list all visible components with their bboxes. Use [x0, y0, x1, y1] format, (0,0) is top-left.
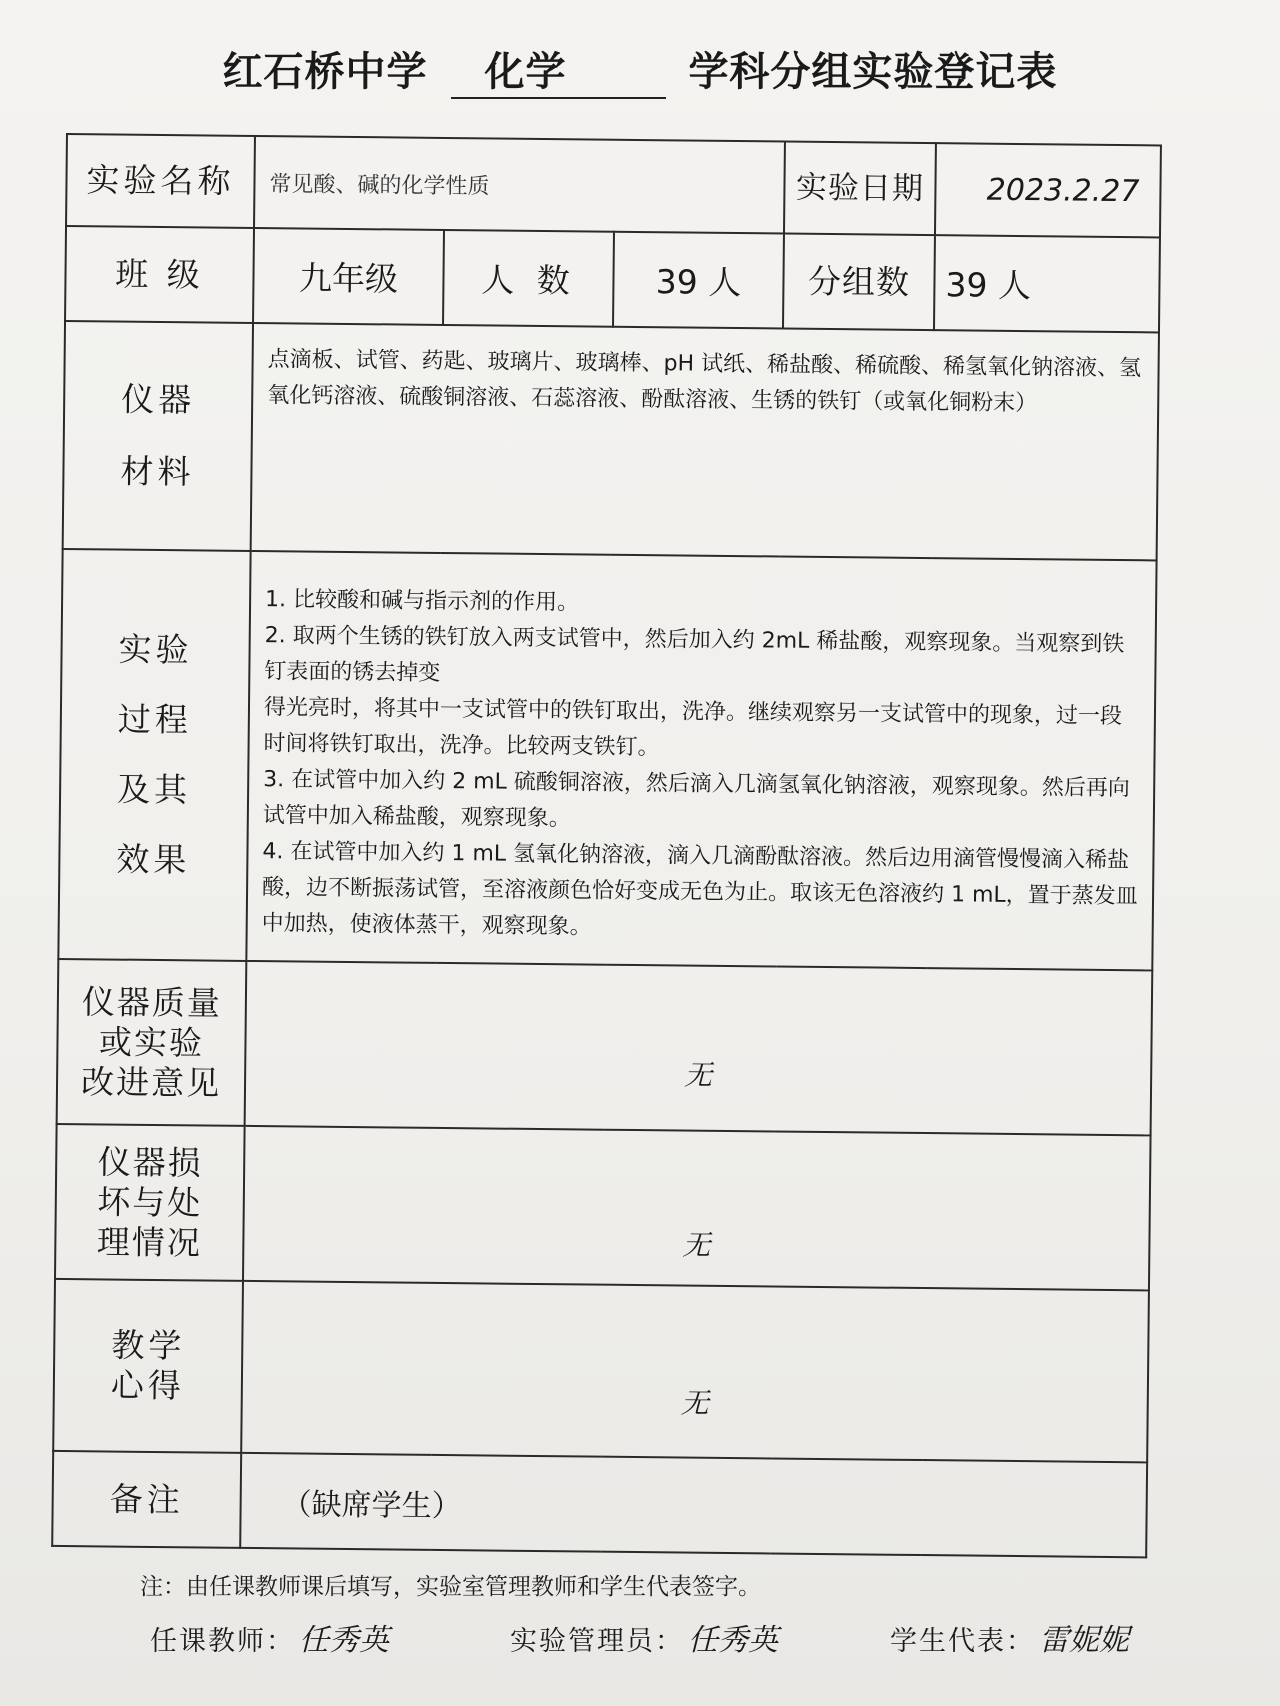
materials-label-line2: 材料	[120, 451, 195, 492]
row-quality	[57, 959, 1153, 1135]
signature-row	[150, 1615, 1150, 1659]
class-label: 班 级	[65, 226, 254, 323]
student-label: 学生代表：	[890, 1626, 1035, 1657]
process-step-1: 1. 比较酸和碱与指示剂的作用。	[264, 587, 580, 616]
teacher-label: 任课教师：	[150, 1626, 295, 1657]
process-label-line2: 过程	[117, 699, 193, 740]
experiment-date-label: 实验日期	[784, 142, 936, 236]
admin-signature: 任秀英	[688, 1623, 778, 1658]
count-value: 39 人	[613, 232, 784, 329]
form-title	[0, 40, 1280, 99]
process-step-3: 3. 在试管中加入约 2 mL 硫酸铜溶液，然后滴入几滴氢氧化钠溶液，观察现象。然后再向试管中加入稀盐酸，观察现象。	[262, 767, 1130, 832]
registration-table	[51, 133, 1162, 1558]
teaching-label-line2: 心得	[110, 1365, 186, 1406]
footer-note: 注：由任课教师课后填写，实验室管理教师和学生代表签字。	[140, 1574, 761, 1600]
damage-label-line1: 仪器损	[97, 1141, 203, 1182]
process-label-line4: 效果	[116, 839, 191, 880]
school-name: 红石桥中学	[222, 49, 428, 95]
process-label-line3: 及其	[116, 769, 192, 810]
teaching-label-line1: 教学	[111, 1325, 186, 1366]
damage-label	[55, 1124, 245, 1281]
row-materials	[63, 321, 1159, 560]
process-label-line1: 实验	[118, 629, 193, 670]
teacher-signature-group	[150, 1615, 510, 1659]
class-value: 九年级	[253, 228, 444, 325]
admin-label: 实验管理员：	[510, 1626, 684, 1657]
groups-value: 39 人	[934, 235, 1160, 332]
damage-value: 无	[243, 1126, 1151, 1290]
materials-label-line1: 仪器	[121, 379, 196, 420]
quality-label	[57, 959, 247, 1126]
count-label: 人 数	[443, 230, 614, 327]
experiment-date-value: 2023.2.27	[935, 143, 1161, 237]
process-step-2-cont: 得光亮时，将其中一支试管中的铁钉取出，洗净。继续观察另一支试管中的现象，过一段时间将铁钉取出，洗净。比较两支铁钉。	[263, 695, 1123, 761]
process-text	[246, 551, 1156, 970]
quality-value: 无	[245, 961, 1153, 1135]
process-step-4: 4. 在试管中加入约 1 mL 氢氧化钠溶液，滴入几滴酚酞溶液。然后边用滴管慢慢滴入稀盐酸，边不断振荡试管，至溶液颜色恰好变成无色为止。取该无色溶液约 1 mL，置于蒸发皿中加热，使液体蒸干，观察现象。	[261, 839, 1138, 940]
groups-label: 分组数	[783, 234, 935, 331]
row-experiment-name	[66, 134, 1161, 237]
quality-label-line3: 改进意见	[80, 1061, 222, 1103]
teaching-label	[53, 1279, 243, 1453]
materials-label	[63, 321, 253, 551]
form-title-text: 学科分组实验登记表	[688, 49, 1058, 95]
materials-text: 点滴板、试管、药匙、玻璃片、玻璃棒、pH 试纸、稀盐酸、稀硫酸、稀氢氧化钠溶液、氢氧化钙溶液、硫酸铜溶液、石蕊溶液、酚酞溶液、生锈的铁钉（或氧化铜粉末）	[251, 323, 1159, 560]
process-step-2: 2. 取两个生锈的铁钉放入两支试管中，然后加入约 2mL 稀盐酸，观察现象。当观察到铁钉表面的锈去掉变	[264, 623, 1125, 686]
admin-signature-group	[510, 1615, 890, 1659]
student-signature: 雷妮妮	[1039, 1623, 1129, 1658]
subject-field: 化学	[451, 40, 666, 99]
row-remarks	[52, 1451, 1147, 1557]
experiment-name-label: 实验名称	[66, 134, 255, 228]
remarks-label: 备注	[52, 1451, 241, 1548]
teaching-value: 无	[241, 1281, 1149, 1462]
row-teaching	[53, 1279, 1149, 1462]
student-signature-group	[890, 1615, 1129, 1659]
process-label	[58, 549, 250, 961]
remarks-value: （缺席学生）	[240, 1453, 1147, 1557]
quality-label-line1: 仪器质量	[81, 981, 223, 1023]
quality-label-line2: 或实验	[98, 1021, 205, 1062]
teacher-signature: 任秀英	[299, 1623, 389, 1658]
damage-label-line3: 理情况	[96, 1221, 203, 1262]
row-damage	[55, 1124, 1151, 1290]
row-class-info	[65, 226, 1160, 332]
row-process	[58, 549, 1156, 970]
damage-label-line2: 坏与处	[97, 1181, 203, 1222]
experiment-name-value: 常见酸、碱的化学性质	[254, 136, 785, 234]
